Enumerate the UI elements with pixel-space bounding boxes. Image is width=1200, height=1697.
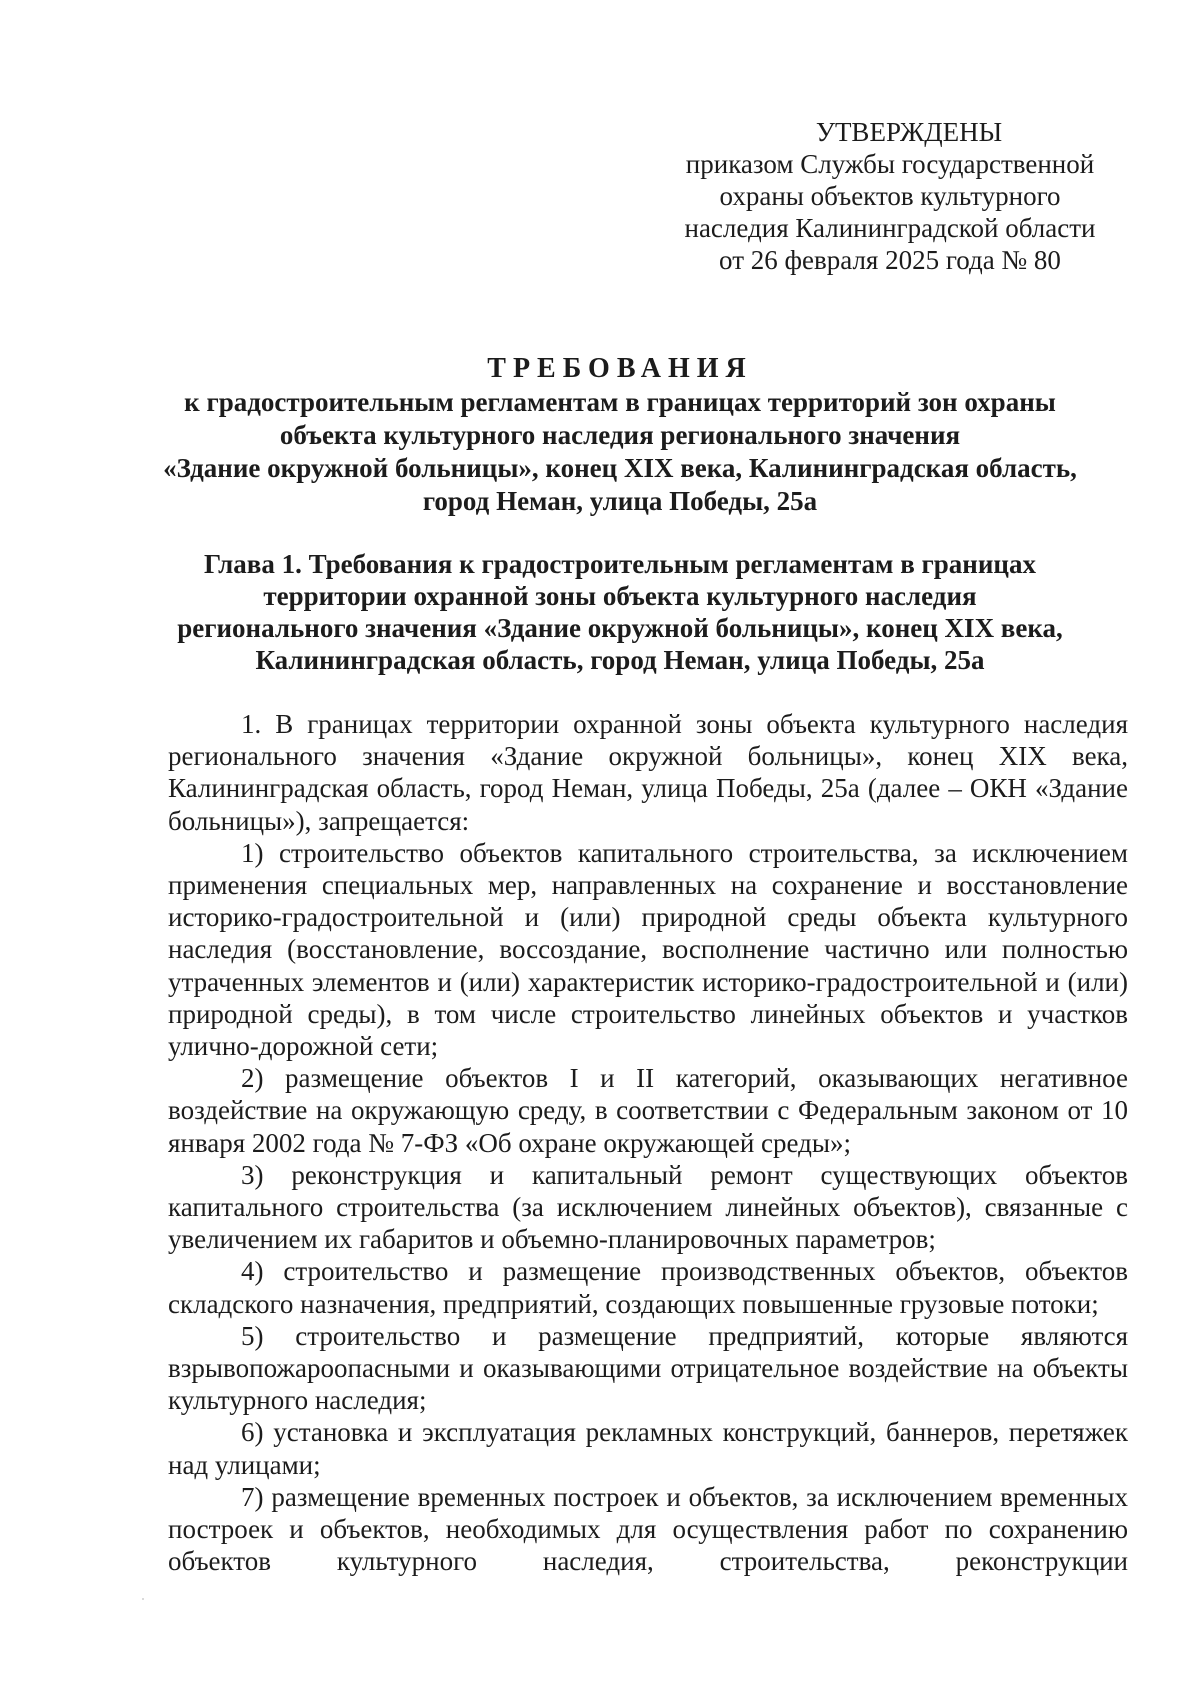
approval-date-line: от 26 февраля 2025 года № 80 [719,245,1061,275]
paragraph-1: 1. В границах территории охранной зоны объекта культурного наследия регионального значения «Здание окружной больницы», конец XIX века, Калининградская область, город Неман, улица Победы, 25а (далее – ОКН «Здание больницы»), запрещается: [168,709,1128,836]
approval-heading: УТВЕРЖДЕНЫ [815,117,1003,147]
chapter-line: территории охранной зоны объекта культурного наследия [263,581,977,611]
item-5: 5) строительство и размещение предприятий, которые являются взрывопожароопасными и оказывающими отрицательное воздействие на объекты культурного наследия; [168,1320,1128,1416]
title-line: город Неман, улица Победы, 25а [422,486,818,516]
approval-line: наследия Калининградской области [684,213,1096,243]
title-line: к градостроительным регламентам в границах территорий зон охраны [184,387,1056,417]
body-text [168,708,1128,1577]
approval-line: приказом Службы государственной [685,149,1095,179]
chapter-line: Калининградская область, город Неман, улица Победы, 25а [255,645,985,675]
item-2: 2) размещение объектов I и II категорий, оказывающих негативное воздействие на окружающую среду, в соответствии с Федеральным законом от 10 января 2002 года № 7-ФЗ «Об охране окружающей среды»; [168,1063,1128,1158]
title-line: «Здание окружной больницы», конец XIX века, Калининградская область, [163,453,1077,483]
scan-speck [142,1598,144,1600]
item-7: 7) размещение временных построек и объектов, за исключением временных построек и объектов, необходимых для осуществления работ по сохранению объектов культурного наследия, строительства, реконструкции [168,1481,1128,1577]
title-word: ТРЕБОВАНИЯ [487,353,753,384]
approval-block [640,116,1140,276]
chapter-line: Глава 1. Требования к градостроительным регламентам в границах [204,549,1036,579]
item-1: 1) строительство объектов капитального строительства, за исключением применения специальных мер, направленных на сохранение и восстановление историко-градостроительной и (или) природной среды объекта культурного наследия (восстановление, воссоздание, восполнение частично или полностью утраченных элементов и (или) характеристик историко-градостроительной и (или) природной среды), в том числе строительство линейных объектов и участков улично-дорожной сети; [168,837,1128,1062]
chapter-heading [150,548,1090,676]
document-title [150,352,1090,518]
chapter-line: регионального значения «Здание окружной больницы», конец XIX века, [177,613,1063,643]
approval-line: охраны объектов культурного [719,181,1061,211]
item-3: 3) реконструкция и капитальный ремонт существующих объектов капитального строительства (за исключением линейных объектов), связанные с увеличением их габаритов и объемно-планировочных параметров; [168,1159,1128,1255]
title-line: объекта культурного наследия регионального значения [279,420,961,450]
item-6: 6) установка и эксплуатация рекламных конструкций, баннеров, перетяжек над улицами; [168,1417,1128,1480]
item-4: 4) строительство и размещение производственных объектов, объектов складского назначения, предприятий, создающих повышенные грузовые потоки; [168,1256,1128,1319]
